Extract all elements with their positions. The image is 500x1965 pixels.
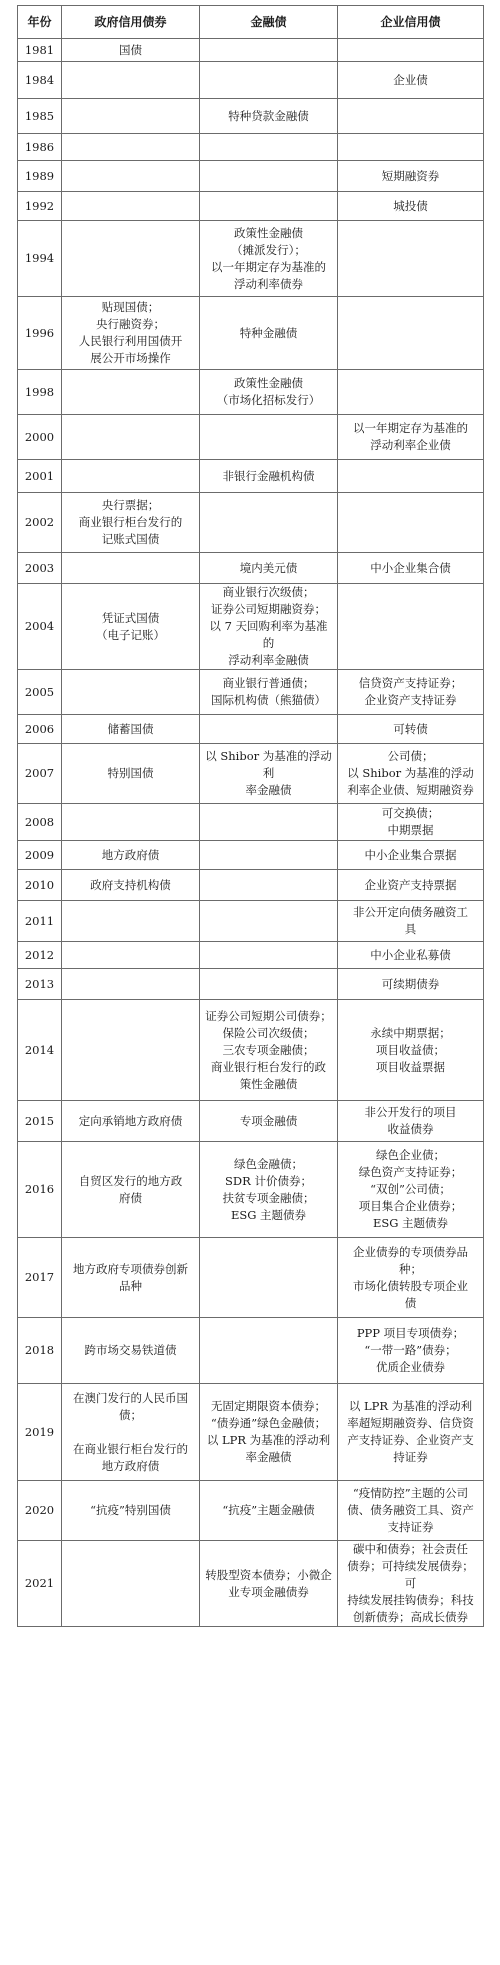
corp-bond-cell: 以一年期定存为基准的 浮动利率企业债 [338,415,484,460]
year-cell: 1984 [18,62,62,99]
gov-bond-cell [62,942,200,969]
year-cell: 2003 [18,553,62,584]
table-row [18,161,484,192]
gov-bond-cell [62,221,200,297]
year-cell: 2007 [18,744,62,804]
header-gov-bonds: 政府信用债券 [62,6,200,39]
year-cell: 1985 [18,99,62,134]
gov-bond-cell: 自贸区发行的地方政 府债 [62,1142,200,1238]
fin-bond-cell [200,39,338,62]
gov-bond-cell: 跨市场交易铁道债 [62,1318,200,1384]
fin-bond-cell: 商业银行普通债； 国际机构债（熊猫债） [200,670,338,715]
fin-bond-cell [200,134,338,161]
year-cell: 2005 [18,670,62,715]
fin-bond-cell [200,969,338,1000]
year-cell: 2012 [18,942,62,969]
gov-bond-cell [62,1000,200,1101]
gov-bond-cell: 特别国债 [62,744,200,804]
corp-bond-cell: 公司债； 以 Shibor 为基准的浮动 利率企业债、短期融资券 [338,744,484,804]
fin-bond-cell: 绿色金融债； SDR 计价债券； 扶贫专项金融债； ESG 主题债券 [200,1142,338,1238]
table-row [18,1481,484,1541]
corp-bond-cell: 短期融资券 [338,161,484,192]
year-cell: 2021 [18,1541,62,1627]
fin-bond-cell: 非银行金融机构债 [200,460,338,493]
fin-bond-cell: 特种金融债 [200,297,338,370]
corp-bond-cell: 信贷资产支持证券； 企业资产支持证券 [338,670,484,715]
fin-bond-cell [200,415,338,460]
table-row [18,870,484,901]
year-cell: 2000 [18,415,62,460]
table-row [18,39,484,62]
fin-bond-cell [200,192,338,221]
gov-bond-cell [62,901,200,942]
year-cell: 1994 [18,221,62,297]
year-cell: 2019 [18,1384,62,1481]
year-cell: 2018 [18,1318,62,1384]
table-row [18,553,484,584]
corp-bond-cell [338,493,484,553]
gov-bond-cell: 国债 [62,39,200,62]
table-row [18,1142,484,1238]
year-cell: 1981 [18,39,62,62]
fin-bond-cell: 特种贷款金融债 [200,99,338,134]
gov-bond-cell [62,670,200,715]
gov-bond-cell [62,804,200,841]
header-year: 年份 [18,6,62,39]
gov-bond-cell: 央行票据； 商业银行柜台发行的 记账式国债 [62,493,200,553]
gov-bond-cell: 定向承销地方政府债 [62,1101,200,1142]
corp-bond-cell: 可续期债券 [338,969,484,1000]
year-cell: 1989 [18,161,62,192]
corp-bond-cell: 碳中和债券；社会责任 债券；可持续发展债券；可 持续发展挂钩债券；科技 创新债券；高成长债券 [338,1541,484,1627]
table-row [18,1101,484,1142]
fin-bond-cell [200,804,338,841]
year-cell: 2008 [18,804,62,841]
fin-bond-cell: “抗疫”主题金融债 [200,1481,338,1541]
fin-bond-cell [200,841,338,870]
gov-bond-cell [62,62,200,99]
fin-bond-cell [200,161,338,192]
gov-bond-cell [62,553,200,584]
fin-bond-cell [200,62,338,99]
corp-bond-cell: 可转债 [338,715,484,744]
year-cell: 2013 [18,969,62,1000]
corp-bond-cell [338,39,484,62]
table-row [18,297,484,370]
year-cell: 2004 [18,584,62,670]
corp-bond-cell [338,584,484,670]
corp-bond-cell: 绿色企业债； 绿色资产支持证券； “双创”公司债； 项目集合企业债券； ESG 主题债券 [338,1142,484,1238]
corp-bond-cell [338,99,484,134]
gov-bond-cell: 地方政府债 [62,841,200,870]
table-row [18,1541,484,1627]
gov-bond-cell [62,1541,200,1627]
corp-bond-cell [338,221,484,297]
gov-bond-cell [62,161,200,192]
fin-bond-cell: 政策性金融债 （摊派发行）； 以一年期定存为基准的 浮动利率债券 [200,221,338,297]
gov-bond-cell: 储蓄国债 [62,715,200,744]
fin-bond-cell: 转股型资本债券；小微企 业专项金融债券 [200,1541,338,1627]
table-row [18,1384,484,1481]
table-row [18,192,484,221]
year-cell: 2002 [18,493,62,553]
corp-bond-cell [338,297,484,370]
gov-bond-cell [62,370,200,415]
table-row [18,460,484,493]
gov-bond-cell [62,460,200,493]
year-cell: 2009 [18,841,62,870]
table-row [18,99,484,134]
fin-bond-cell [200,493,338,553]
gov-bond-cell [62,969,200,1000]
table-row [18,744,484,804]
table-row [18,670,484,715]
table-row [18,715,484,744]
gov-bond-cell [62,134,200,161]
table-row [18,415,484,460]
corp-bond-cell: 中小企业私募债 [338,942,484,969]
corp-bond-cell [338,134,484,161]
year-cell: 2017 [18,1238,62,1318]
fin-bond-cell: 商业银行次级债； 证券公司短期融资券； 以 7 天回购利率为基准的 浮动利率金融债 [200,584,338,670]
year-cell: 2014 [18,1000,62,1101]
corp-bond-cell: “疫情防控”主题的公司 债、债务融资工具、资产 支持证券 [338,1481,484,1541]
corp-bond-cell: 非公开定向债务融资工 具 [338,901,484,942]
year-cell: 1996 [18,297,62,370]
table-row [18,1238,484,1318]
fin-bond-cell [200,715,338,744]
header-financial-bonds: 金融债 [200,6,338,39]
fin-bond-cell: 专项金融债 [200,1101,338,1142]
fin-bond-cell [200,942,338,969]
table-row [18,901,484,942]
year-cell: 1992 [18,192,62,221]
year-cell: 1986 [18,134,62,161]
year-cell: 2015 [18,1101,62,1142]
corp-bond-cell [338,370,484,415]
corp-bond-cell: 城投债 [338,192,484,221]
corp-bond-cell: 非公开发行的项目 收益债券 [338,1101,484,1142]
fin-bond-cell: 政策性金融债 （市场化招标发行） [200,370,338,415]
corp-bond-cell: 中小企业集合债 [338,553,484,584]
table-row [18,1000,484,1101]
year-cell: 1998 [18,370,62,415]
corp-bond-cell: 可交换债； 中期票据 [338,804,484,841]
table-row [18,1318,484,1384]
table-row [18,134,484,161]
table-row [18,221,484,297]
table-row [18,370,484,415]
corp-bond-cell: 以 LPR 为基准的浮动利 率超短期融资券、信贷资 产支持证券、企业资产支 持证券 [338,1384,484,1481]
table-row [18,942,484,969]
year-cell: 2016 [18,1142,62,1238]
bond-innovation-table [17,5,484,1627]
corp-bond-cell: 中小企业集合票据 [338,841,484,870]
fin-bond-cell [200,870,338,901]
corp-bond-cell: 企业资产支持票据 [338,870,484,901]
gov-bond-cell [62,99,200,134]
gov-bond-cell: “抗疫”特别国债 [62,1481,200,1541]
gov-bond-cell: 在澳门发行的人民币国 债； 在商业银行柜台发行的 地方政府债 [62,1384,200,1481]
table-row [18,841,484,870]
fin-bond-cell: 以 Shibor 为基准的浮动利 率金融债 [200,744,338,804]
fin-bond-cell [200,901,338,942]
year-cell: 2006 [18,715,62,744]
table-row [18,493,484,553]
year-cell: 2001 [18,460,62,493]
corp-bond-cell: PPP 项目专项债券； “一带一路”债券； 优质企业债券 [338,1318,484,1384]
gov-bond-cell: 贴现国债； 央行融资券； 人民银行利用国债开 展公开市场操作 [62,297,200,370]
gov-bond-cell [62,415,200,460]
header-corporate-bonds: 企业信用债 [338,6,484,39]
year-cell: 2011 [18,901,62,942]
year-cell: 2010 [18,870,62,901]
year-cell: 2020 [18,1481,62,1541]
gov-bond-cell: 地方政府专项债券创新 品种 [62,1238,200,1318]
corp-bond-cell: 企业债 [338,62,484,99]
table-row [18,804,484,841]
table-row [18,62,484,99]
fin-bond-cell: 证券公司短期公司债券； 保险公司次级债； 三农专项金融债； 商业银行柜台发行的政 策性金融债 [200,1000,338,1101]
header-row [18,6,484,39]
corp-bond-cell: 企业债券的专项债券品 种； 市场化债转股专项企业 债 [338,1238,484,1318]
fin-bond-cell: 无固定期限资本债券； “债券通”绿色金融债； 以 LPR 为基准的浮动利 率金融债 [200,1384,338,1481]
corp-bond-cell: 永续中期票据； 项目收益债； 项目收益票据 [338,1000,484,1101]
fin-bond-cell [200,1238,338,1318]
table-row [18,584,484,670]
gov-bond-cell: 凭证式国债 （电子记账） [62,584,200,670]
fin-bond-cell: 境内美元债 [200,553,338,584]
gov-bond-cell: 政府支持机构债 [62,870,200,901]
corp-bond-cell [338,460,484,493]
table-row [18,969,484,1000]
gov-bond-cell [62,192,200,221]
fin-bond-cell [200,1318,338,1384]
